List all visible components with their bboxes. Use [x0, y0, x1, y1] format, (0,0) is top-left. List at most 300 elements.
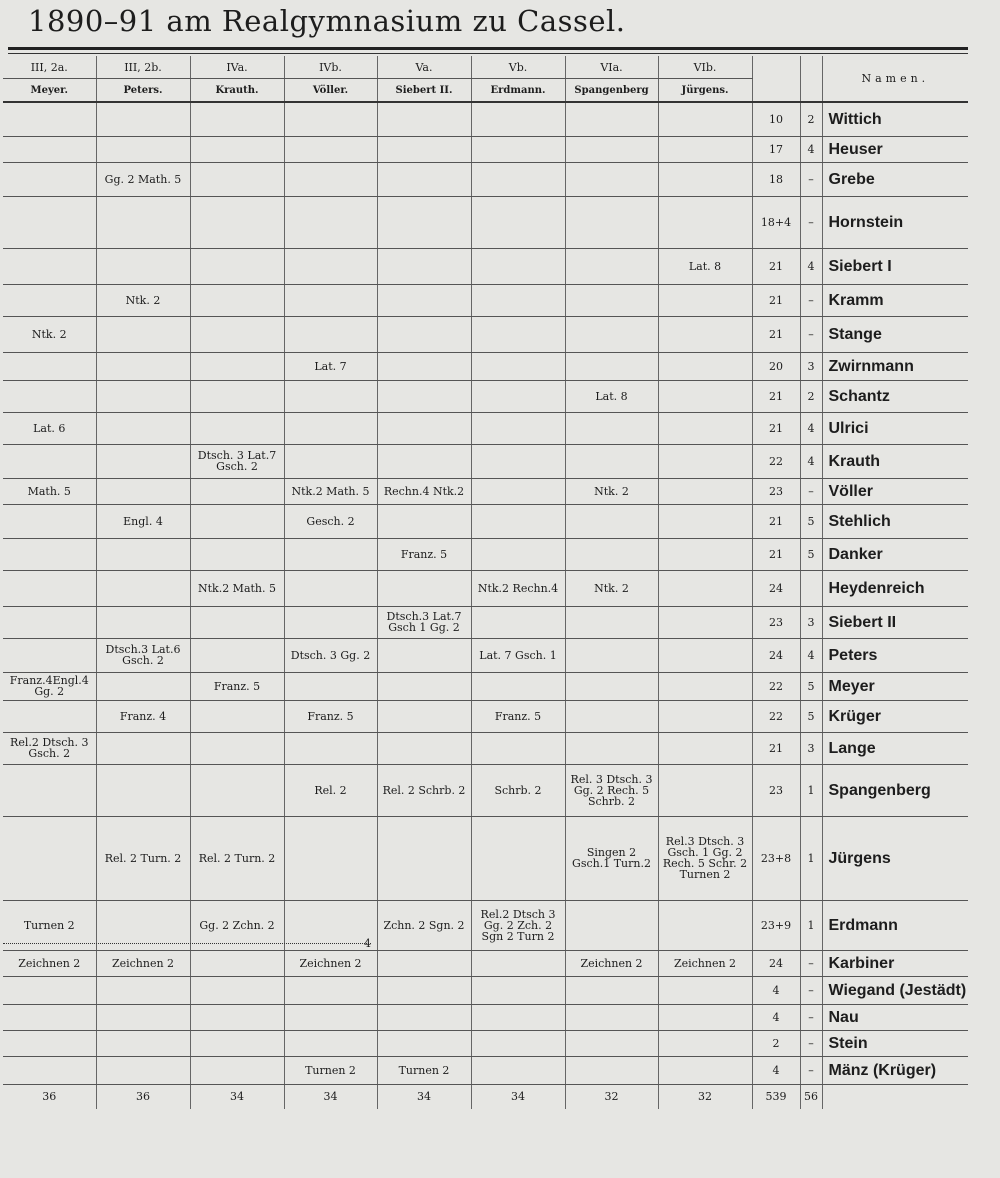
- lesson-cell: [190, 316, 284, 352]
- lesson-cell: [377, 1004, 471, 1030]
- extra-hours: 4: [800, 136, 822, 162]
- teaching-plan-table: [3, 56, 968, 1109]
- lesson-cell: [96, 412, 190, 444]
- extra-hours: 5: [800, 538, 822, 570]
- extra-hours: 2: [800, 380, 822, 412]
- lesson-cell: [3, 102, 96, 136]
- title-rule: [8, 47, 968, 50]
- extra-hours: [800, 570, 822, 606]
- lesson-cell: [96, 196, 190, 248]
- teacher-name: Ulrici: [822, 412, 968, 444]
- lesson-cell: Ntk.2 Rechn.4: [471, 570, 565, 606]
- lesson-cell: [377, 102, 471, 136]
- lesson-cell: Dtsch.3 Lat.7 Gsch 1 Gg. 2: [377, 606, 471, 638]
- hours-total: 21: [752, 732, 800, 764]
- lesson-cell: [190, 638, 284, 672]
- class-header: Va.: [377, 56, 471, 79]
- hours-total: 21: [752, 380, 800, 412]
- separator-number: 4: [364, 937, 371, 950]
- lesson-cell: [190, 1030, 284, 1056]
- lesson-cell: [190, 352, 284, 380]
- lesson-cell: [3, 136, 96, 162]
- lesson-cell: [190, 700, 284, 732]
- teacher-row: [3, 700, 968, 732]
- lesson-cell: [658, 700, 752, 732]
- teacher-name: Heydenreich: [822, 570, 968, 606]
- lesson-cell: [471, 538, 565, 570]
- sum-cell: 34: [471, 1084, 565, 1109]
- lesson-cell: [96, 478, 190, 504]
- sum-blank: [822, 1084, 968, 1109]
- lesson-cell: Ntk. 2: [565, 478, 658, 504]
- teacher-row: [3, 284, 968, 316]
- lesson-cell: [658, 638, 752, 672]
- lesson-cell: [658, 352, 752, 380]
- lesson-cell: [190, 976, 284, 1004]
- class-teacher-header: Peters.: [96, 79, 190, 103]
- teacher-row: [3, 606, 968, 638]
- teacher-row: [3, 352, 968, 380]
- lesson-cell: [190, 1004, 284, 1030]
- teacher-name: Wittich: [822, 102, 968, 136]
- lesson-cell: [190, 284, 284, 316]
- lesson-cell: [96, 1056, 190, 1084]
- lesson-cell: [565, 1004, 658, 1030]
- lesson-cell: [284, 538, 377, 570]
- lesson-cell: [471, 816, 565, 900]
- hours-total: 4: [752, 1004, 800, 1030]
- hours-total: 24: [752, 950, 800, 976]
- class-header: III, 2a.: [3, 56, 96, 79]
- lesson-cell: [377, 380, 471, 412]
- lesson-cell: [471, 412, 565, 444]
- hours-total: 18+4: [752, 196, 800, 248]
- lesson-cell: Franz. 5: [471, 700, 565, 732]
- lesson-cell: [471, 102, 565, 136]
- teacher-row: [3, 1056, 968, 1084]
- class-teacher-header: Jürgens.: [658, 79, 752, 103]
- lesson-cell: [284, 380, 377, 412]
- sum-cell: 56: [800, 1084, 822, 1109]
- lesson-cell: Ntk.2 Math. 5: [284, 478, 377, 504]
- teacher-name: Peters: [822, 638, 968, 672]
- extra-hours: 1: [800, 764, 822, 816]
- lesson-cell: [565, 672, 658, 700]
- lesson-cell: [471, 976, 565, 1004]
- teacher-row: [3, 816, 968, 900]
- extra-hours: 5: [800, 504, 822, 538]
- lesson-cell: [190, 412, 284, 444]
- teacher-row: [3, 196, 968, 248]
- sums-row: [3, 1084, 968, 1109]
- teacher-name: Erdmann: [822, 900, 968, 950]
- lesson-cell: [96, 606, 190, 638]
- lesson-cell: [471, 444, 565, 478]
- lesson-cell: [96, 1004, 190, 1030]
- hours-total: 21: [752, 284, 800, 316]
- teacher-row: [3, 478, 968, 504]
- lesson-cell: [658, 570, 752, 606]
- lesson-cell: [96, 538, 190, 570]
- lesson-cell: [3, 976, 96, 1004]
- lesson-cell: [284, 570, 377, 606]
- class-header: Vb.: [471, 56, 565, 79]
- teacher-name: Siebert II: [822, 606, 968, 638]
- lesson-cell: [284, 976, 377, 1004]
- lesson-cell: Dtsch.3 Lat.6 Gsch. 2: [96, 638, 190, 672]
- hours-total: 24: [752, 638, 800, 672]
- lesson-cell: Lat. 7 Gsch. 1: [471, 638, 565, 672]
- lesson-cell: [565, 136, 658, 162]
- class-teacher-header: Erdmann.: [471, 79, 565, 103]
- lesson-cell: [377, 352, 471, 380]
- lesson-cell: [471, 732, 565, 764]
- class-teacher-header: Völler.: [284, 79, 377, 103]
- lesson-cell: [471, 1004, 565, 1030]
- class-header: IVb.: [284, 56, 377, 79]
- lesson-cell: [190, 162, 284, 196]
- lesson-cell: [284, 816, 377, 900]
- lesson-cell: [377, 672, 471, 700]
- lesson-cell: [471, 196, 565, 248]
- hours-total: 18: [752, 162, 800, 196]
- lesson-cell: [565, 1056, 658, 1084]
- lesson-cell: [3, 444, 96, 478]
- extra-hours: 5: [800, 700, 822, 732]
- lesson-cell: [190, 136, 284, 162]
- dotted-separator: [3, 943, 371, 944]
- extra-hours: 5: [800, 672, 822, 700]
- lesson-cell: [377, 196, 471, 248]
- hours-total: 20: [752, 352, 800, 380]
- class-header: VIa.: [565, 56, 658, 79]
- extra-hours: 3: [800, 352, 822, 380]
- lesson-cell: [377, 570, 471, 606]
- lesson-cell: [96, 136, 190, 162]
- extra-hours: 2: [800, 102, 822, 136]
- lesson-cell: [377, 412, 471, 444]
- lesson-cell: [565, 444, 658, 478]
- lesson-cell: Lat. 6: [3, 412, 96, 444]
- lesson-cell: [565, 900, 658, 950]
- lesson-cell: Rel. 2: [284, 764, 377, 816]
- extra-hours: –: [800, 316, 822, 352]
- lesson-cell: [565, 606, 658, 638]
- extra-hours: –: [800, 284, 822, 316]
- lesson-cell: [658, 504, 752, 538]
- lesson-cell: [96, 248, 190, 284]
- lesson-cell: [565, 248, 658, 284]
- lesson-cell: [96, 672, 190, 700]
- lesson-cell: [284, 672, 377, 700]
- lesson-cell: [284, 102, 377, 136]
- teacher-row: [3, 444, 968, 478]
- lesson-cell: Rel. 2 Turn. 2: [190, 816, 284, 900]
- lesson-cell: [3, 248, 96, 284]
- teacher-name: Hornstein: [822, 196, 968, 248]
- lesson-cell: [658, 1004, 752, 1030]
- lesson-cell: Zeichnen 2: [658, 950, 752, 976]
- teacher-row: [3, 1004, 968, 1030]
- sum-cell: 36: [96, 1084, 190, 1109]
- page-title: 1890–91 am Realgymnasium zu Cassel.: [28, 4, 626, 38]
- sum-cell: 34: [284, 1084, 377, 1109]
- title-rule-thin: [8, 53, 968, 54]
- lesson-cell: [3, 764, 96, 816]
- lesson-cell: [96, 316, 190, 352]
- lesson-cell: [96, 732, 190, 764]
- lesson-cell: [190, 478, 284, 504]
- lesson-cell: [96, 976, 190, 1004]
- lesson-cell: [471, 248, 565, 284]
- lesson-cell: [565, 284, 658, 316]
- lesson-cell: [471, 352, 565, 380]
- lesson-cell: [658, 764, 752, 816]
- hours-total: 23: [752, 764, 800, 816]
- lesson-cell: Lat. 8: [565, 380, 658, 412]
- lesson-cell: [190, 102, 284, 136]
- lesson-cell: [565, 976, 658, 1004]
- teacher-name: Krüger: [822, 700, 968, 732]
- lesson-cell: [658, 538, 752, 570]
- lesson-cell: [658, 136, 752, 162]
- teacher-row: [3, 136, 968, 162]
- lesson-cell: [658, 380, 752, 412]
- lesson-cell: Franz. 5: [190, 672, 284, 700]
- lesson-cell: [565, 352, 658, 380]
- lesson-cell: [3, 352, 96, 380]
- lesson-cell: Rel. 2 Turn. 2: [96, 816, 190, 900]
- teacher-row: [3, 764, 968, 816]
- lesson-cell: [3, 504, 96, 538]
- class-header: VIb.: [658, 56, 752, 79]
- lesson-cell: Zeichnen 2: [284, 950, 377, 976]
- teacher-row: [3, 976, 968, 1004]
- lesson-cell: Math. 5: [3, 478, 96, 504]
- lesson-cell: [471, 1056, 565, 1084]
- teacher-name: Meyer: [822, 672, 968, 700]
- lesson-cell: [377, 504, 471, 538]
- hours-total: 23: [752, 478, 800, 504]
- lesson-cell: [658, 478, 752, 504]
- lesson-cell: Rel.3 Dtsch. 3 Gsch. 1 Gg. 2 Rech. 5 Schr. 2 Turnen 2: [658, 816, 752, 900]
- hours-total: 17: [752, 136, 800, 162]
- lesson-cell: [377, 816, 471, 900]
- lesson-cell: [284, 732, 377, 764]
- teacher-name: Mänz (Krüger): [822, 1056, 968, 1084]
- hours-total: 10: [752, 102, 800, 136]
- lesson-cell: Singen 2 Gsch.1 Turn.2: [565, 816, 658, 900]
- hours-total: 21: [752, 412, 800, 444]
- teacher-row: [3, 102, 968, 136]
- teacher-name: Nau: [822, 1004, 968, 1030]
- teacher-name: Stehlich: [822, 504, 968, 538]
- lesson-cell: Rel.2 Dtsch 3 Gg. 2 Zch. 2 Sgn 2 Turn 2: [471, 900, 565, 950]
- lesson-cell: Ntk. 2: [96, 284, 190, 316]
- lesson-cell: Ntk. 2: [565, 570, 658, 606]
- lesson-cell: [565, 638, 658, 672]
- lesson-cell: [190, 380, 284, 412]
- lesson-cell: [471, 606, 565, 638]
- lesson-cell: [658, 412, 752, 444]
- lesson-cell: [377, 638, 471, 672]
- hours-total: 2: [752, 1030, 800, 1056]
- lesson-cell: Ntk.2 Math. 5: [190, 570, 284, 606]
- lesson-cell: Franz. 5: [377, 538, 471, 570]
- lesson-cell: [658, 162, 752, 196]
- lesson-cell: [284, 1030, 377, 1056]
- sum-cell: 32: [658, 1084, 752, 1109]
- lesson-cell: [190, 538, 284, 570]
- lesson-cell: [565, 700, 658, 732]
- lesson-cell: [377, 316, 471, 352]
- lesson-cell: [565, 732, 658, 764]
- lesson-cell: [284, 248, 377, 284]
- teacher-row: [3, 672, 968, 700]
- teacher-name: Grebe: [822, 162, 968, 196]
- lesson-cell: [471, 504, 565, 538]
- lesson-cell: [3, 700, 96, 732]
- teacher-name: Schantz: [822, 380, 968, 412]
- lesson-cell: [377, 162, 471, 196]
- teacher-name: Zwirnmann: [822, 352, 968, 380]
- lesson-cell: [471, 284, 565, 316]
- lesson-cell: [658, 672, 752, 700]
- lesson-cell: Lat. 8: [658, 248, 752, 284]
- extra-hours: –: [800, 478, 822, 504]
- lesson-cell: [471, 162, 565, 196]
- teacher-row: [3, 412, 968, 444]
- lesson-cell: Turnen 2: [377, 1056, 471, 1084]
- lesson-cell: [658, 196, 752, 248]
- lesson-cell: [190, 248, 284, 284]
- teacher-row: [3, 538, 968, 570]
- lesson-cell: [96, 444, 190, 478]
- lesson-cell: [377, 444, 471, 478]
- lesson-cell: [284, 316, 377, 352]
- teacher-name: Siebert I: [822, 248, 968, 284]
- extra-hours: 4: [800, 638, 822, 672]
- teacher-row: [3, 1030, 968, 1056]
- lesson-cell: [3, 1004, 96, 1030]
- extra-hours: 1: [800, 900, 822, 950]
- lesson-cell: [284, 196, 377, 248]
- teacher-row: [3, 162, 968, 196]
- extra-hours: 4: [800, 248, 822, 284]
- lesson-cell: [284, 412, 377, 444]
- lesson-cell: [658, 900, 752, 950]
- teacher-row: [3, 380, 968, 412]
- teacher-name: Stein: [822, 1030, 968, 1056]
- teacher-name: Stange: [822, 316, 968, 352]
- lesson-cell: [565, 412, 658, 444]
- class-teacher-header: Krauth.: [190, 79, 284, 103]
- lesson-cell: [658, 284, 752, 316]
- hours-total: 21: [752, 504, 800, 538]
- lesson-cell: Rechn.4 Ntk.2: [377, 478, 471, 504]
- lesson-cell: [377, 248, 471, 284]
- lesson-cell: [377, 136, 471, 162]
- lesson-cell: Zchn. 2 Sgn. 2: [377, 900, 471, 950]
- teacher-name: Spangenberg: [822, 764, 968, 816]
- lesson-cell: [377, 700, 471, 732]
- lesson-cell: [3, 606, 96, 638]
- lesson-cell: [284, 606, 377, 638]
- extra-hours: –: [800, 950, 822, 976]
- class-teacher-header: Siebert II.: [377, 79, 471, 103]
- lesson-cell: [471, 380, 565, 412]
- hours-total: 21: [752, 248, 800, 284]
- lesson-cell: [471, 316, 565, 352]
- teacher-name: Heuser: [822, 136, 968, 162]
- lesson-cell: [3, 196, 96, 248]
- extra-hours: –: [800, 1030, 822, 1056]
- lesson-cell: [658, 444, 752, 478]
- lesson-cell: [3, 380, 96, 412]
- hours-total: 24: [752, 570, 800, 606]
- extra-hours: 4: [800, 412, 822, 444]
- lesson-cell: [190, 504, 284, 538]
- lesson-cell: Ntk. 2: [3, 316, 96, 352]
- lesson-cell: [3, 162, 96, 196]
- sum-cell: 539: [752, 1084, 800, 1109]
- class-teacher-header: Meyer.: [3, 79, 96, 103]
- teacher-row: [3, 504, 968, 538]
- hours-total: 4: [752, 1056, 800, 1084]
- lesson-cell: Franz. 4: [96, 700, 190, 732]
- extra-hours: –: [800, 1004, 822, 1030]
- lesson-cell: Rel.2 Dtsch. 3 Gsch. 2: [3, 732, 96, 764]
- lesson-cell: [96, 1030, 190, 1056]
- class-header: III, 2b.: [96, 56, 190, 79]
- lesson-cell: Franz. 5: [284, 700, 377, 732]
- teacher-name: Danker: [822, 538, 968, 570]
- hours-total: 21: [752, 316, 800, 352]
- lesson-cell: [471, 950, 565, 976]
- lesson-cell: [190, 950, 284, 976]
- lesson-cell: [565, 196, 658, 248]
- lesson-cell: [3, 1030, 96, 1056]
- lesson-cell: [96, 352, 190, 380]
- hours-total: 21: [752, 538, 800, 570]
- lesson-cell: Turnen 2: [284, 1056, 377, 1084]
- sum-cell: 34: [377, 1084, 471, 1109]
- lesson-cell: [565, 1030, 658, 1056]
- teacher-name: Wiegand (Jestädt): [822, 976, 968, 1004]
- lesson-cell: [190, 1056, 284, 1084]
- teacher-name: Krauth: [822, 444, 968, 478]
- lesson-cell: [377, 950, 471, 976]
- lesson-cell: [565, 102, 658, 136]
- class-teacher-header: Spangenberg: [565, 79, 658, 103]
- lesson-cell: Lat. 7: [284, 352, 377, 380]
- total-header: [752, 56, 800, 102]
- lesson-cell: [190, 606, 284, 638]
- lesson-cell: [377, 732, 471, 764]
- lesson-cell: [3, 1056, 96, 1084]
- lesson-cell: [565, 162, 658, 196]
- lesson-cell: Franz.4Engl.4 Gg. 2: [3, 672, 96, 700]
- hours-total: 23+8: [752, 816, 800, 900]
- extra-hours: 3: [800, 606, 822, 638]
- lesson-cell: [658, 606, 752, 638]
- lesson-cell: [565, 504, 658, 538]
- lesson-cell: Turnen 2: [3, 900, 96, 950]
- lesson-cell: [3, 638, 96, 672]
- lesson-cell: [471, 672, 565, 700]
- lesson-cell: [284, 444, 377, 478]
- lesson-cell: [96, 570, 190, 606]
